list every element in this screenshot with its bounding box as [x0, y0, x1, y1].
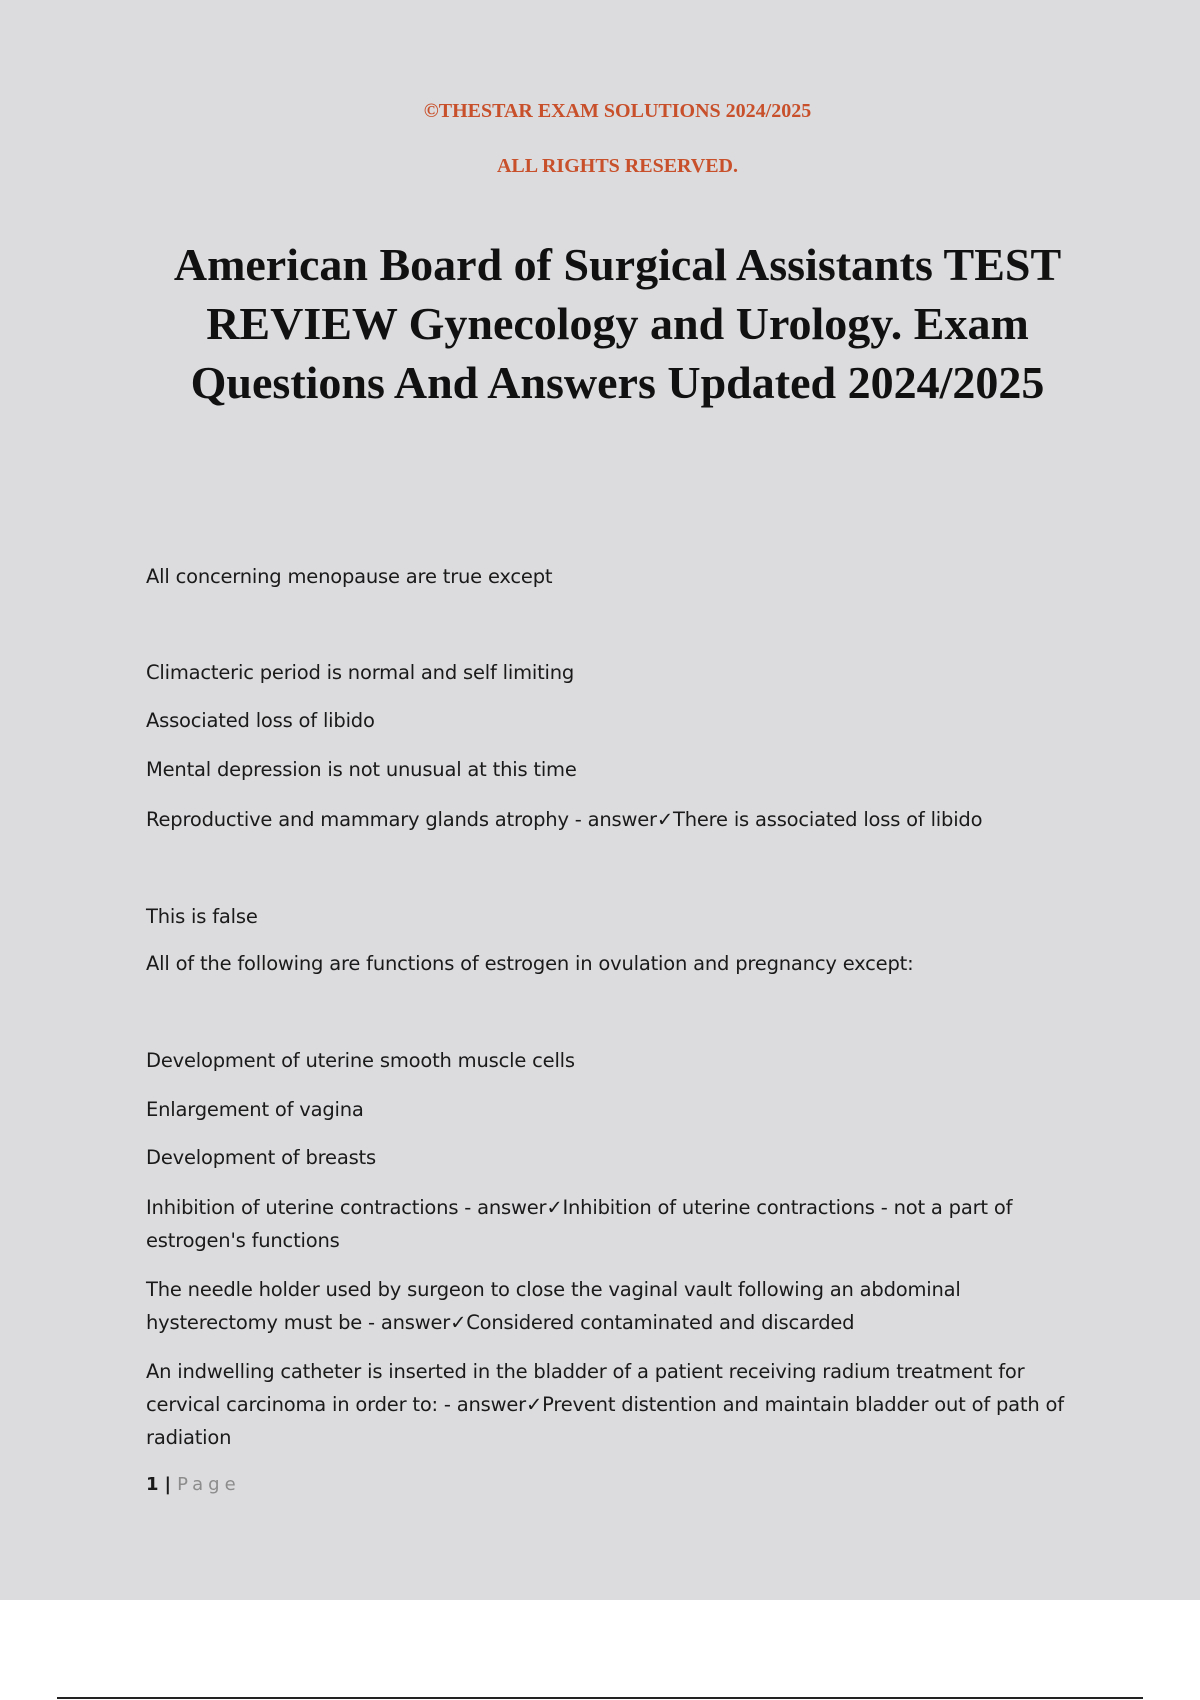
rights-reserved-notice: ALL RIGHTS RESERVED. — [496, 155, 739, 177]
option-text: Development of uterine smooth muscle cells — [146, 1049, 575, 1072]
page-footer — [146, 1474, 241, 1495]
question-with-answer-text: An indwelling catheter is inserted in the bladder of a patient receiving radium treatment for cervical carcinoma in order to: - answer✓Prevent distention and maintain bladder out of path of radiation — [146, 1360, 1064, 1449]
document-title: American Board of Surgical Assistants TEST REVIEW Gynecology and Urology. Exam Questions And Answers Updated 2024/2025 — [173, 239, 1062, 408]
page-separator: | — [164, 1474, 172, 1495]
option-text: Associated loss of libido — [146, 709, 375, 732]
option-text: Enlargement of vagina — [146, 1098, 364, 1121]
question-text: All concerning menopause are true except — [146, 565, 553, 588]
option-text: Mental depression is not unusual at this time — [146, 758, 577, 781]
option-text: Development of breasts — [146, 1146, 376, 1169]
page-number: 1 — [146, 1474, 159, 1495]
question-text: All of the following are functions of estrogen in ovulation and pregnancy except: — [146, 952, 914, 975]
option-with-answer-text: Inhibition of uterine contractions - answer✓Inhibition of uterine contractions - not a part of estrogen's functions — [146, 1196, 1013, 1252]
option-text: Climacteric period is normal and self limiting — [146, 661, 575, 684]
answer-continuation-text: This is false — [146, 905, 258, 928]
page-divider-line — [57, 1697, 1143, 1699]
copyright-notice: ©THESTAR EXAM SOLUTIONS 2024/2025 — [423, 100, 812, 122]
option-with-answer-text: Reproductive and mammary glands atrophy - answer✓There is associated loss of libido — [146, 808, 983, 831]
page-label: Page — [177, 1474, 241, 1495]
question-with-answer-text: The needle holder used by surgeon to close the vaginal vault following an abdominal hysterectomy must be - answer✓Considered contaminated and discarded — [146, 1278, 961, 1334]
